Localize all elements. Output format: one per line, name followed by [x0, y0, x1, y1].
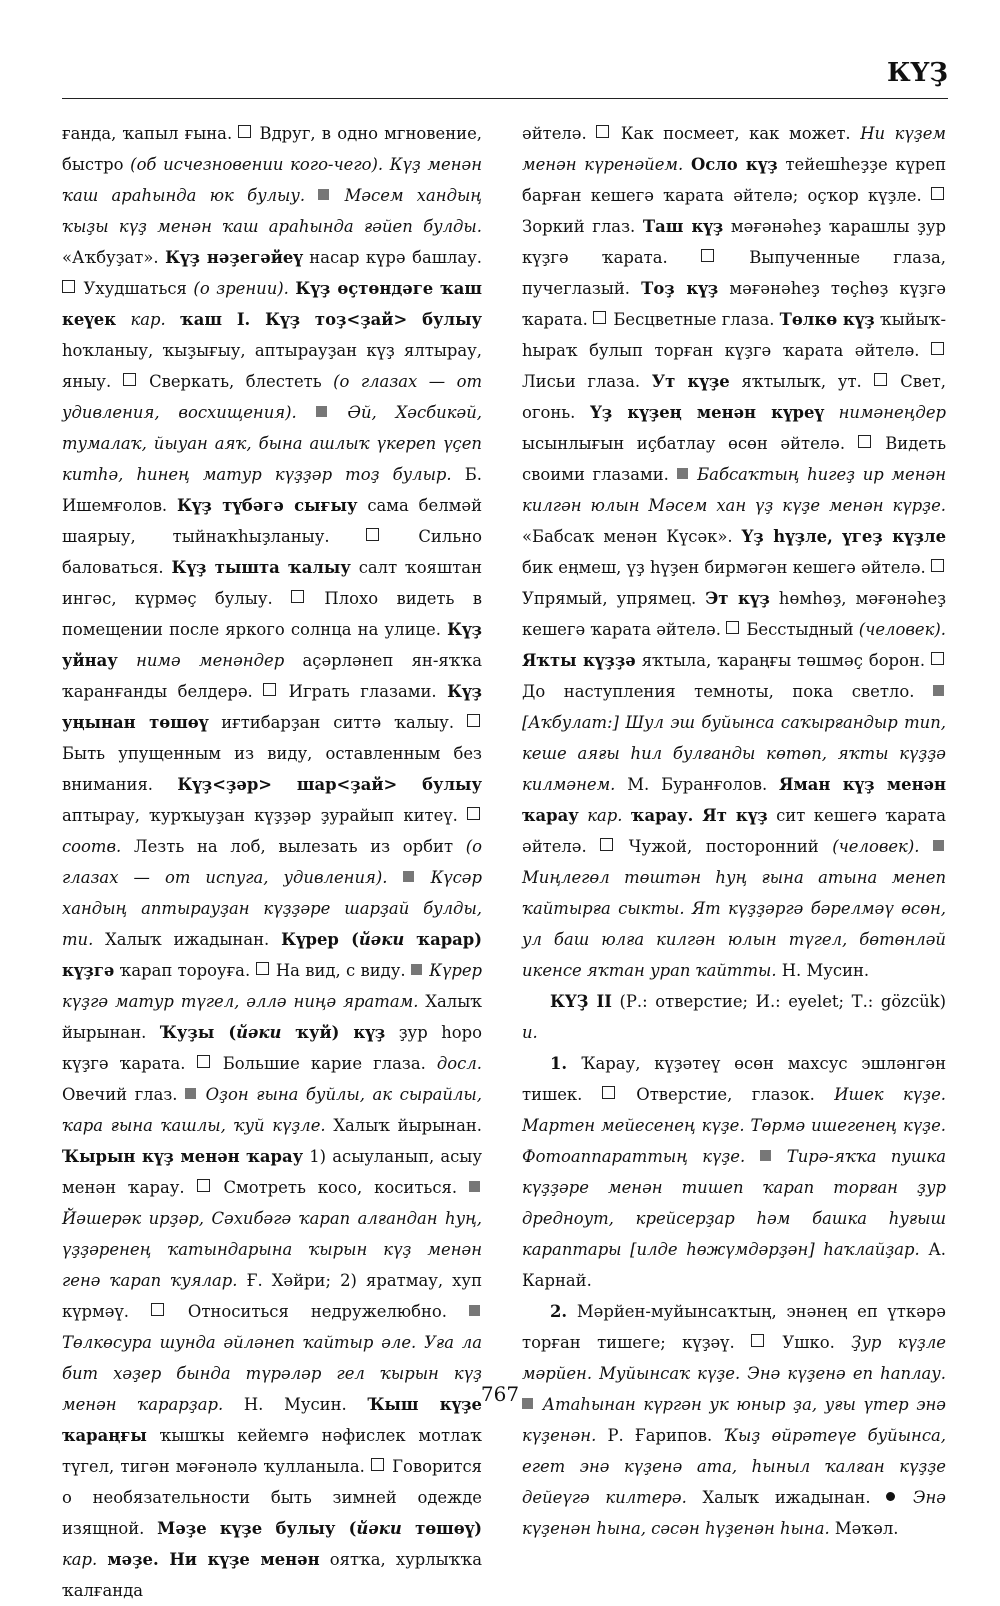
- body-text: Н. Мусин.: [223, 1395, 368, 1414]
- gray-square-icon: [677, 468, 688, 479]
- body-text: На вид, с виду.: [270, 961, 411, 980]
- body-text: ысынлығын иҫбатлау өсөн әйтелә.: [522, 434, 858, 453]
- body-text: Выпученные глаза, пучеглазый.: [522, 248, 946, 298]
- headword: Эт күҙ: [705, 589, 770, 608]
- gray-square-icon: [185, 1088, 196, 1099]
- italic-text: Күрер күҙгә матур түгел, әллә ниңә яратам.: [62, 961, 483, 1011]
- gray-square-icon: [933, 685, 944, 696]
- white-square-icon: [151, 1303, 164, 1316]
- italic-text: [Аҡбулат:] Шул эш буйынса саҡырғандыр тип, кеше аяғы һил булғанды көтөп, яҡты күҙҙә килмәнем.: [522, 713, 946, 794]
- white-square-icon: [238, 125, 251, 138]
- italic-text: (о глазах — от испуга, удивления).: [62, 837, 482, 887]
- gray-square-icon: [469, 1181, 480, 1192]
- body-text: Быть упущенным из виду, оставленным без внимания.: [62, 744, 482, 794]
- gray-square-icon: [933, 840, 944, 851]
- body-text: сит кешегә ҡарата әйтелә.: [522, 806, 946, 856]
- body-text: оятҡа, хурлыҡҡа ҡалғанда: [62, 1550, 482, 1600]
- body-text: [387, 868, 402, 887]
- body-text: һоҡланыу, ҡыҙығыу, аптырауҙан күҙ ялтырау, яныу.: [62, 341, 482, 391]
- italic-text: (человек).: [832, 837, 920, 856]
- body-text: Б. Ишемғолов.: [62, 465, 482, 515]
- italic-text: Оҙон ғына буйлы, ак сырайлы, ҡара ғына ҡашлы, ҡуй күҙле.: [62, 1085, 482, 1135]
- bullet-icon: [886, 1492, 895, 1501]
- headword: 1.: [550, 1054, 568, 1073]
- body-text: Ушко.: [766, 1333, 852, 1352]
- body-text: [305, 186, 318, 205]
- body-text: Отверстие, глазок.: [616, 1085, 835, 1104]
- body-text: аптырау, ҡурҡыуҙан күҙҙәр ҙурайып китеү.: [62, 806, 467, 825]
- italic-text: досл.: [436, 1054, 483, 1073]
- body-text: Халыҡ йырынан.: [62, 992, 483, 1042]
- headword: Күҙ<ҙәр> шар<ҙай> булыу: [177, 775, 482, 794]
- body-text: 1) асыуланып, асыу менән ҡарау.: [62, 1147, 482, 1197]
- headword: Яҡты күҙҙә: [522, 651, 636, 670]
- body-text: Р. Ғарипов.: [596, 1426, 724, 1445]
- body-text: ҡарап тороуға.: [114, 961, 256, 980]
- headword: Күҙ уңынан төшөү: [62, 682, 482, 732]
- headword: Күҙ нәҙегәйеү: [165, 248, 303, 267]
- headword: Үҙ һүҙле, үгеҙ күҙле: [741, 527, 946, 546]
- body-text: ҙур һоро күҙгә ҡарата.: [62, 1023, 482, 1073]
- white-square-icon: [931, 559, 944, 572]
- italic-text: Ҡыҙ өйрәтеүе буйынса, егет энә күҙенә ата, һыныл ҡалған күҙҙе дейеүгә килтерә.: [522, 1426, 947, 1507]
- white-square-icon: [931, 342, 944, 355]
- white-square-icon: [593, 311, 606, 324]
- body-text: М. Буранғолов.: [615, 775, 780, 794]
- headword: Күҙ түбәгә сығыу: [177, 496, 358, 515]
- headword: Күҙ тышта ҡалыу: [171, 558, 351, 577]
- italic-text: Ни күҙем менән күренәйем.: [522, 124, 946, 174]
- body-text: «Бабсаҡ менән Күсәк».: [522, 527, 742, 546]
- right-column: [522, 118, 947, 1538]
- sense-2: [522, 1296, 946, 1544]
- gray-square-icon: [318, 189, 329, 200]
- body-text: Говорится о необязательности быть зимней одежде изящной.: [62, 1457, 483, 1538]
- headword: Күҙ өҫтөндәге ҡаш кеүек: [62, 279, 482, 329]
- italic-text: нимәнеңдер: [838, 403, 947, 422]
- body-text: Видеть своими глазами.: [522, 434, 946, 484]
- white-square-icon: [874, 373, 887, 386]
- running-head: КҮҘ: [887, 58, 948, 88]
- body-text: Халыҡ ижадынан.: [93, 930, 282, 949]
- white-square-icon: [123, 373, 136, 386]
- white-square-icon: [602, 1086, 615, 1099]
- body-text: сама белмәй шаярыу, тыйнаҡһыҙланыу.: [62, 496, 483, 546]
- body-text: До наступления темноты, пока светло.: [522, 682, 933, 701]
- italic-text: (о глазах — от удивления, восхищения).: [62, 372, 482, 422]
- gray-square-icon: [403, 871, 414, 882]
- italic-text: Энә күҙенән һына, сәсән һүҙенән һына.: [522, 1488, 946, 1538]
- white-square-icon: [726, 621, 739, 634]
- body-text: Лезть на лоб, вылезать из орбит: [121, 837, 466, 856]
- body-text: [579, 806, 587, 825]
- header-rule: [62, 98, 948, 99]
- body-text: [297, 403, 316, 422]
- headword: Ҡыш күҙе ҡараңғы: [62, 1395, 482, 1445]
- body-text: Зоркий глаз.: [522, 217, 643, 236]
- body-text: мәғәнәһеҙ төҫһөҙ күҙгә ҡарата.: [522, 279, 946, 329]
- body-text: [166, 310, 180, 329]
- italic-text: (об исчезновении кого-чего). Күҙ менән ҡаш араһында юк булыу.: [62, 155, 482, 205]
- body-text: [745, 1147, 759, 1166]
- body-text: насар күрә башлау.: [302, 248, 482, 267]
- white-square-icon: [256, 962, 269, 975]
- headword-italic: йәки: [356, 1519, 402, 1538]
- gray-square-icon: [469, 1305, 480, 1316]
- body-text: Ҡарау, күҙәтеү өсөн махсус эшләнгән тишек.: [522, 1054, 946, 1104]
- sense-1: [522, 1048, 946, 1296]
- italic-text: Төлкөсура шунда әйләнеп ҡайтыр әле. Уға ла бит хәҙер бында түрәләр гел ҡырын күҙ менән ҡарарҙар.: [62, 1333, 482, 1414]
- white-square-icon: [751, 1334, 764, 1347]
- italic-text: и.: [522, 1023, 538, 1042]
- italic-text: нимә менәндер: [136, 651, 285, 670]
- italic-text: Күсәр хандың аптырауҙан күҙҙәре шарҙай булды, ти.: [62, 868, 482, 949]
- body-text: [919, 837, 933, 856]
- headword: мәҙе. Ни күҙе менән: [107, 1550, 320, 1569]
- white-square-icon: [467, 807, 480, 820]
- italic-text: Ҙур күҙле мәрйен. Муйынсаҡ күҙе. Энә күҙенә еп һаплау.: [522, 1333, 946, 1383]
- white-square-icon: [701, 249, 714, 262]
- headword: 2.: [550, 1302, 568, 1321]
- white-square-icon: [858, 435, 871, 448]
- body-text: Лисьи глаза.: [522, 372, 652, 391]
- body-text: Упрямый, упрямец.: [522, 589, 706, 608]
- headword: Күҙ уйнау: [62, 620, 482, 670]
- body-text: [683, 155, 691, 174]
- body-text: салт ҡояштан ингәс, күрмәҫ булыу.: [62, 558, 482, 608]
- italic-text: Тирә-яҡҡа пушка күҙҙәре менән тишеп ҡарап торған ҙур дредноут, крейсерҙар һәм башка һуғыш караптары [илде һөжүмдәрҙән] һаҡлайҙар.: [522, 1147, 946, 1259]
- entry-kyz-ii-heading: [522, 986, 946, 1048]
- headword: Мәҙе күҙе булыу (: [157, 1519, 357, 1538]
- italic-text: кар.: [62, 1550, 98, 1569]
- body-text: [622, 806, 630, 825]
- body-text: иғтибарҙан ситтә ҡалыу.: [208, 713, 467, 732]
- white-square-icon: [263, 683, 276, 696]
- headword: КҮҘ II: [550, 992, 612, 1011]
- italic-text: (человек).: [858, 620, 946, 639]
- white-square-icon: [366, 528, 379, 541]
- headword: Күрер (: [281, 930, 359, 949]
- body-text: Большие карие глаза.: [211, 1054, 437, 1073]
- body-text: Н. Мусин.: [776, 961, 870, 980]
- headword: ҡаш I. Күҙ тоҙ<ҙай> булыу: [180, 310, 482, 329]
- body-text: Ғ. Хәйри; 2) яратмау, хуп күрмәү.: [62, 1271, 482, 1321]
- body-text: [118, 651, 136, 670]
- gray-square-icon: [316, 406, 327, 417]
- italic-text: кар.: [130, 310, 166, 329]
- body-text: яҡтыла, ҡараңғы төшмәҫ борон.: [635, 651, 931, 670]
- body-text: тейешһеҙҙе күреп барған кешегә ҡарата әйтелә; оҫҡор күҙле.: [522, 155, 946, 205]
- headword: Төлкө күҙ: [779, 310, 875, 329]
- headword: ҡарау. Ят күҙ: [630, 806, 768, 825]
- headword: Таш күҙ: [642, 217, 724, 236]
- body-text: мәғәнәһеҙ ҡарашлы ҙур күҙгә ҡарата.: [522, 217, 946, 267]
- body-text: [97, 1550, 107, 1569]
- body-text: Свет, огонь.: [522, 372, 946, 422]
- body-text: әйтелә.: [522, 124, 597, 143]
- left-column: [62, 118, 483, 1600]
- white-square-icon: [467, 714, 480, 727]
- headword-italic: йәки: [358, 930, 405, 949]
- body-text: [116, 310, 130, 329]
- headword: Ут күҙе: [651, 372, 730, 391]
- body-text: Чужой, посторонний: [615, 837, 833, 856]
- body-text: Бесстыдный: [741, 620, 859, 639]
- body-text: ҡышҡы кейемгә нәфислек мотлаҡ түгел, тигән мәғәнәлә ҡулланыла.: [62, 1426, 482, 1476]
- body-text: (Р.: отверстие; И.: eyelet; Т.: gözcük): [611, 992, 946, 1011]
- gray-square-icon: [760, 1150, 771, 1161]
- right-column-text-1: [522, 118, 946, 986]
- body-text: Плохо видеть в помещении после яркого солнца на улице.: [62, 589, 482, 639]
- body-text: Мәҡәл.: [829, 1519, 899, 1538]
- headword: Үҙ күҙең менән күреү: [590, 403, 824, 422]
- white-square-icon: [600, 838, 613, 851]
- headword-italic: йәки: [236, 1023, 282, 1042]
- body-text: «Аҡбуҙат».: [62, 248, 166, 267]
- headword: Осло күҙ: [690, 155, 778, 174]
- body-text: яҡтылыҡ, ут.: [729, 372, 874, 391]
- italic-text: Ишек күҙе. Мартен мейесенең күҙе. Төрмә ишегенең күҙе. Фотоаппараттың күҙе.: [522, 1085, 947, 1166]
- headword: Тоҙ күҙ: [641, 279, 719, 298]
- headword: ҡарар) күҙгә: [62, 930, 482, 980]
- body-text: Смотреть косо, коситься.: [211, 1178, 469, 1197]
- italic-text: Мәсем хандың ҡыҙы күҙ менән ҡаш араһында ғәйеп булды.: [62, 186, 482, 236]
- white-square-icon: [596, 125, 609, 138]
- headword: ҡуй) күҙ: [281, 1023, 386, 1042]
- body-text: Сверкать, блестеть: [137, 372, 334, 391]
- italic-text: Бабсаҡтың һигеҙ ир менән килгән юлын Мәсем хан үҙ күҙе менән күрҙе.: [522, 465, 946, 515]
- italic-text: кар.: [587, 806, 623, 825]
- body-text: [824, 403, 839, 422]
- body-text: һөмһөҙ, мәғәнәһеҙ кешегә ҡарата әйтелә.: [522, 589, 946, 639]
- italic-text: Атаһынан күргән ук юныр ҙа, уғы үтер энә күҙенән.: [522, 1395, 946, 1445]
- body-text: Халыҡ йырынан.: [325, 1116, 483, 1135]
- body-text: ғанда, ҡапыл ғына.: [62, 124, 239, 143]
- white-square-icon: [197, 1055, 210, 1068]
- italic-text: Миңлегөл төштән һуң ғына атына менеп ҡайтырға сыкты. Ят күҙҙәргә бәрелмәү өсөн, ул баш юлға килгән юлын түгел, бөтөнләй икенсе яҡтан урап ҡайтты.: [522, 868, 946, 980]
- italic-text: (о зрении).: [193, 279, 289, 298]
- white-square-icon: [371, 1458, 384, 1471]
- gray-square-icon: [411, 964, 422, 975]
- headword: төшөү): [401, 1519, 482, 1538]
- body-text: Сильно баловаться.: [62, 527, 482, 577]
- body-text: А. Карнай.: [522, 1240, 946, 1290]
- body-text: Овечий глаз.: [62, 1085, 186, 1104]
- headword: Яман күҙ менән ҡарау: [522, 775, 946, 825]
- body-text: Вдруг, в одно мгновение, быстро: [62, 124, 482, 174]
- body-text: бик еңмеш, үҙ һүҙен бирмәгән кешегә әйтелә.: [522, 558, 931, 577]
- headword: Ҡырын күҙ менән ҡарау: [62, 1147, 304, 1166]
- italic-text: соотв.: [62, 837, 122, 856]
- body-text: Мәрйен-муйынсаҡтың, энәнең еп үткәрә торған тишеге; күҙәү.: [522, 1302, 946, 1352]
- white-square-icon: [197, 1179, 210, 1192]
- headword: Ҡуҙы (: [159, 1023, 237, 1042]
- white-square-icon: [291, 590, 304, 603]
- italic-text: Әй, Хәсбикәй, тумалаҡ, йыуан аяҡ, бына ашлыҡ үкереп үҫеп китһә, һинең матур күҙҙәр тоҙ булыр.: [62, 403, 482, 484]
- white-square-icon: [931, 652, 944, 665]
- body-text: Халыҡ ижадынан.: [686, 1488, 887, 1507]
- body-text: Ухудшаться: [77, 279, 194, 298]
- body-text: Относиться недружелюбно.: [165, 1302, 469, 1321]
- italic-text: Йәшерәк ирҙәр, Сәхибәгә ҡарап алғандан һуң, үҙҙәренең ҡатындарына ҡырын күҙ менән генә ҡарап ҡуялар.: [62, 1209, 482, 1290]
- body-text: аҫәрләнеп ян-яҡҡа ҡаранғанды белдерә.: [62, 651, 483, 701]
- body-text: Бесцветные глаза.: [608, 310, 780, 329]
- body-text: Играть глазами.: [278, 682, 448, 701]
- white-square-icon: [62, 280, 75, 293]
- white-square-icon: [931, 187, 944, 200]
- page-number: 767: [480, 1382, 520, 1406]
- body-text: ҡыйыҡһыраҡ булып торған күҙгә ҡарата әйтелә.: [522, 310, 947, 360]
- body-text: Как посмеет, как может.: [611, 124, 861, 143]
